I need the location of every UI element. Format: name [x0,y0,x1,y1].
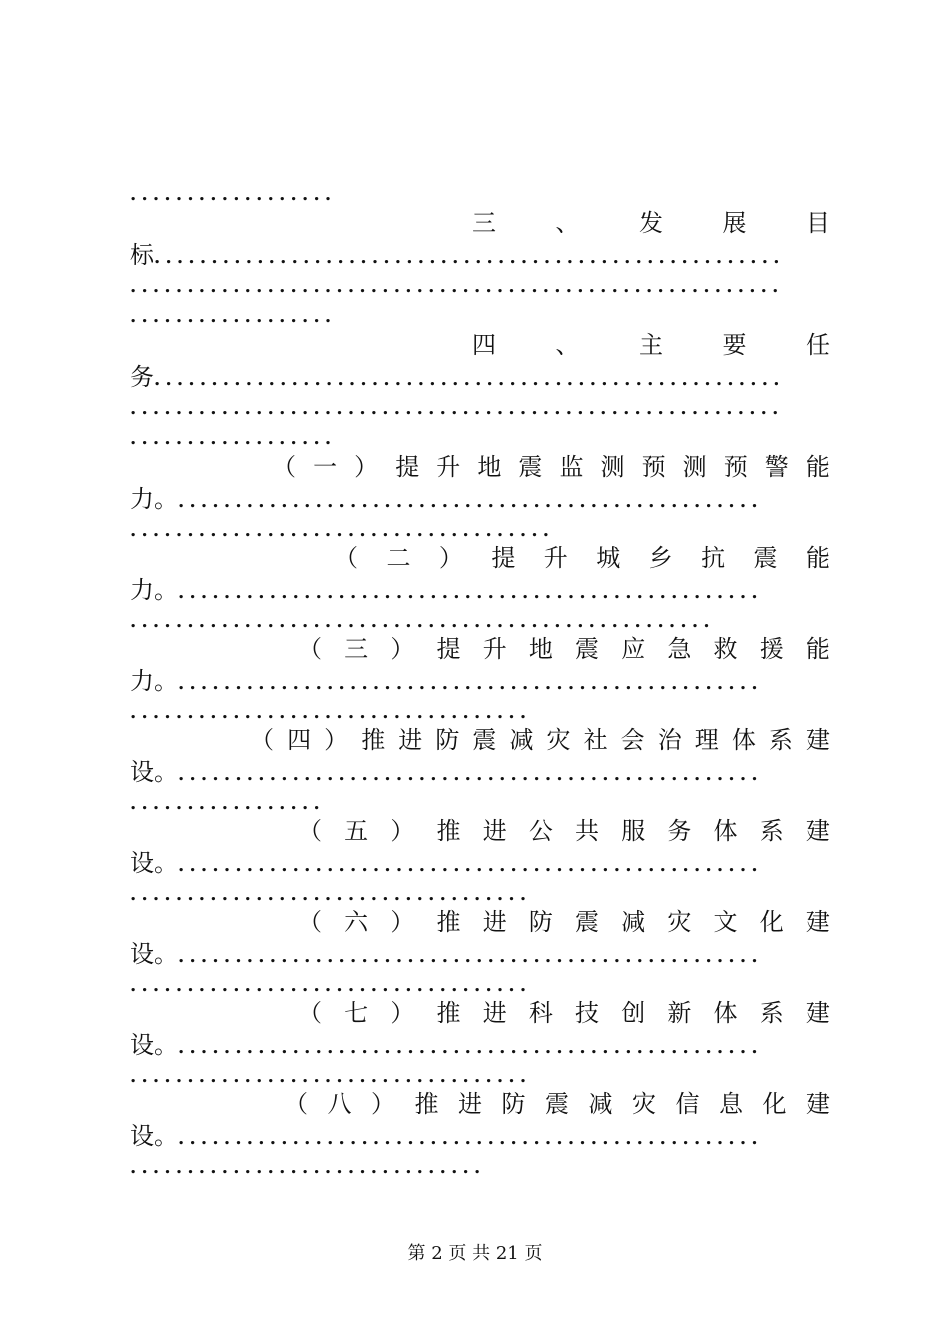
toc-char: 预 [723,453,748,481]
toc-char: 公 [528,817,553,845]
toc-char: 能 [805,453,830,481]
toc-dot-leader: .................. [130,306,337,327]
toc-char: 三 [344,635,369,663]
toc-char: ） [390,817,415,845]
toc-char: 测 [600,453,625,481]
toc-char: 救 [713,635,738,663]
toc-char: 化 [762,1090,787,1118]
toc-char: 信 [675,1090,700,1118]
toc-entry-s3[interactable] [298,634,830,664]
toc-char: 建 [805,999,830,1027]
toc-char: 减 [621,908,646,936]
toc-char: 地 [528,635,553,663]
toc-dot-leader: ..................................... [130,520,555,541]
toc-char: 震 [545,1090,569,1118]
toc-dot-leader: 力。................................................... [130,576,763,604]
toc-char: 社 [583,726,608,754]
toc-char: 升 [543,544,568,572]
toc-char: 震 [753,544,778,572]
toc-char: 进 [482,817,507,845]
toc-char: 主 [639,331,663,359]
toc-entry-h4[interactable] [472,330,830,360]
toc-dot-leader: ................................... [130,884,532,905]
toc-char: 减 [509,726,534,754]
toc-entry-s2[interactable] [334,543,830,573]
toc-char: 推 [436,817,461,845]
toc-char: 地 [477,453,502,481]
toc-char: 升 [482,635,507,663]
toc-char: 体 [731,726,756,754]
toc-char: 援 [759,635,784,663]
toc-char: 治 [657,726,682,754]
toc-dot-leader: 力。................................................... [130,485,763,513]
toc-dot-leader: 设。................................................... [130,758,763,786]
toc-char: 灾 [546,726,571,754]
toc-char: 应 [621,635,646,663]
toc-char: 监 [559,453,584,481]
toc-char: 升 [436,453,461,481]
toc-char: 科 [528,999,553,1027]
toc-char: 系 [759,817,784,845]
toc-char: 防 [528,908,553,936]
page-footer: 第 2 页 共 21 页 [407,1243,543,1264]
toc-char: 目 [806,209,830,237]
toc-char: 八 [327,1090,352,1118]
toc-char: ） [390,635,415,663]
toc-entry-s8[interactable] [284,1089,830,1119]
toc-char: 化 [759,908,784,936]
toc-char: 建 [806,1090,830,1118]
toc-char: 震 [575,635,600,663]
toc-char: 防 [435,726,460,754]
toc-char: 二 [386,544,411,572]
toc-char: 建 [805,817,830,845]
toc-dot-leader: 力。................................................... [130,667,763,695]
toc-dot-leader: ......................................................... [130,398,784,419]
toc-char: 灾 [632,1090,656,1118]
toc-dot-leader: ................................... [130,975,532,996]
toc-dot-leader: 设。................................................... [130,849,763,877]
toc-char: 急 [667,635,692,663]
toc-dot-leader: .................. [130,184,337,205]
toc-char: 新 [667,999,692,1027]
toc-char: 会 [620,726,645,754]
toc-char: 一 [313,453,338,481]
toc-char: 推 [361,726,386,754]
toc-char: 预 [641,453,666,481]
toc-char: ） [438,544,463,572]
toc-char: 测 [682,453,707,481]
toc-char: 推 [436,999,461,1027]
toc-char: 共 [575,817,600,845]
toc-dot-leader: 务....................................................... [130,363,785,391]
toc-char: 创 [621,999,646,1027]
toc-char: ） [354,453,379,481]
toc-char: 文 [713,908,738,936]
toc-char: 三 [472,209,496,237]
toc-char: 系 [768,726,793,754]
toc-char: 震 [575,908,600,936]
toc-char: 能 [805,544,830,572]
toc-char: 推 [436,908,461,936]
toc-char: 抗 [701,544,726,572]
toc-entry-s5[interactable] [298,816,830,846]
toc-char: 灾 [667,908,692,936]
toc-char: 四 [287,726,312,754]
toc-char: 七 [344,999,369,1027]
toc-dot-leader: 设。................................................... [130,1031,763,1059]
toc-char: 体 [713,999,738,1027]
toc-char: 提 [395,453,420,481]
toc-char: 进 [458,1090,482,1118]
toc-char: 任 [806,331,830,359]
toc-dot-leader: 设。................................................... [130,940,763,968]
toc-char: （ [272,453,296,481]
toc-char: 警 [764,453,789,481]
toc-char: ） [390,999,415,1027]
toc-char: 乡 [648,544,673,572]
toc-char: 建 [805,726,830,754]
toc-char: ） [371,1090,395,1118]
toc-dot-leader: ............................... [130,1157,486,1178]
toc-char: （ [298,635,322,663]
toc-char: ） [324,726,349,754]
toc-dot-leader: ......................................................... [130,276,784,297]
toc-char: 能 [805,635,830,663]
toc-char: 理 [694,726,719,754]
toc-char: 减 [588,1090,613,1118]
toc-char: 城 [596,544,621,572]
toc-char: 进 [482,908,507,936]
toc-char: ） [390,908,415,936]
toc-entry-h3[interactable] [472,208,830,238]
toc-char: 推 [414,1090,439,1118]
toc-dot-leader: ................................... [130,702,532,723]
toc-char: 、 [555,331,580,359]
toc-char: 提 [491,544,516,572]
toc-char: 务 [667,817,692,845]
toc-char: （ [334,544,358,572]
toc-char: 四 [472,331,496,359]
toc-char: 六 [344,908,369,936]
toc-char: （ [284,1090,308,1118]
toc-char: 息 [719,1090,743,1118]
toc-char: 系 [759,999,784,1027]
toc-char: （ [298,817,322,845]
toc-entry-s1[interactable] [272,452,830,482]
toc-entry-s7[interactable] [298,998,830,1028]
toc-char: 体 [713,817,738,845]
toc-char: 进 [398,726,423,754]
toc-dot-leader: ................................... [130,1066,532,1087]
toc-char: （ [298,999,322,1027]
toc-char: 震 [472,726,497,754]
toc-dot-leader: ................................................... [130,611,715,632]
toc-char: 提 [436,635,461,663]
toc-char: 建 [805,908,830,936]
toc-char: （ [250,726,274,754]
toc-dot-leader: .................. [130,428,337,449]
toc-char: 、 [555,209,580,237]
toc-char: 五 [344,817,369,845]
toc-char: （ [298,908,322,936]
toc-char: 发 [639,209,663,237]
toc-dot-leader: 设。................................................... [130,1122,763,1150]
toc-char: 服 [621,817,646,845]
toc-char: 进 [482,999,507,1027]
toc-dot-leader: 标....................................................... [130,241,785,269]
toc-entry-s6[interactable] [298,907,830,937]
toc-char: 展 [722,209,747,237]
toc-entry-s4[interactable] [250,725,830,755]
toc-dot-leader: ................. [130,793,325,814]
toc-char: 防 [501,1090,526,1118]
toc-char: 震 [518,453,543,481]
toc-char: 技 [575,999,600,1027]
toc-char: 要 [722,331,747,359]
